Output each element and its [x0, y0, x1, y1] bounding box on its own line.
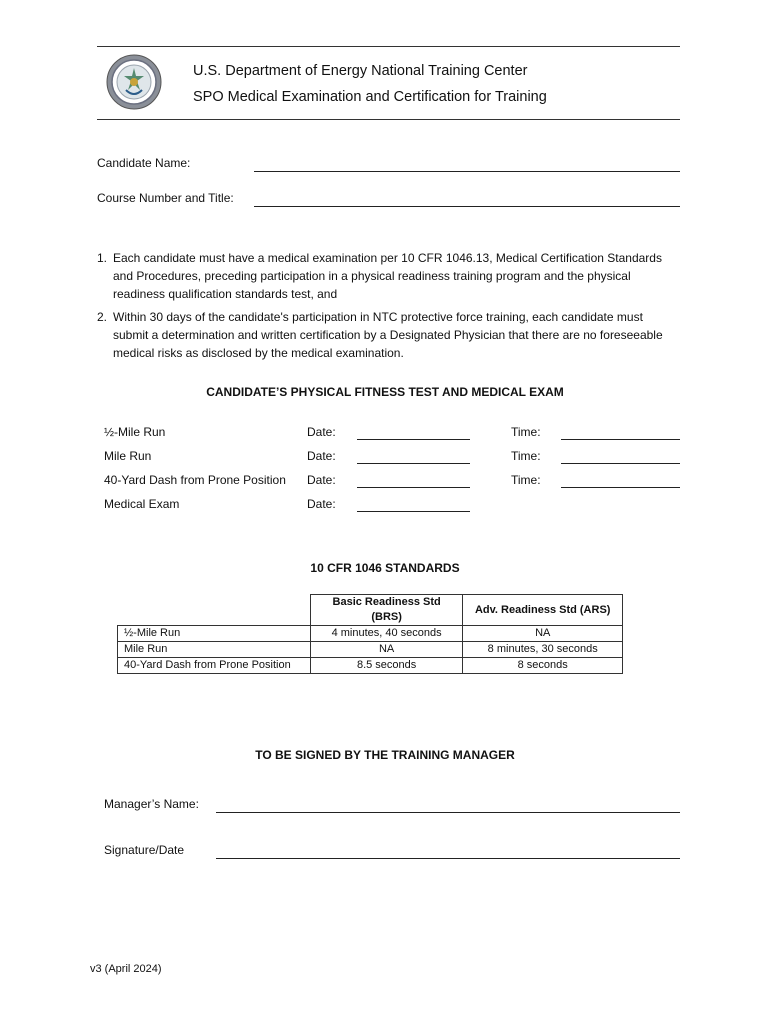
manager-name-field[interactable] — [216, 812, 680, 813]
brs-header: Basic Readiness Std (BRS) — [310, 595, 463, 626]
ars-value: 8 seconds — [463, 658, 623, 674]
table-row-label: 40-Yard Dash from Prone Position — [118, 658, 311, 674]
brs-value: NA — [310, 642, 463, 658]
table-row — [118, 658, 623, 674]
table-corner-cell — [118, 595, 311, 626]
candidate-name-label: Candidate Name: — [97, 156, 191, 170]
date-field[interactable] — [357, 439, 470, 440]
list-item-number: 2. — [97, 310, 108, 324]
signature-date-field[interactable] — [216, 858, 680, 859]
date-label: Date: — [307, 449, 336, 463]
date-field[interactable] — [357, 463, 470, 464]
header-subtitle: SPO Medical Examination and Certification for Training — [193, 89, 547, 105]
table-row — [118, 642, 623, 658]
course-label: Course Number and Title: — [97, 191, 234, 205]
requirements-list — [97, 249, 680, 367]
fitness-row-label: ½-Mile Run — [104, 425, 166, 439]
course-field[interactable] — [254, 206, 680, 207]
version-footer: v3 (April 2024) — [90, 963, 162, 975]
brs-value: 8.5 seconds — [310, 658, 463, 674]
date-label: Date: — [307, 473, 336, 487]
time-field[interactable] — [561, 439, 680, 440]
candidate-name-field[interactable] — [254, 171, 680, 172]
header-bottom-rule — [97, 119, 680, 120]
header-top-rule — [97, 46, 680, 47]
date-label: Date: — [307, 425, 336, 439]
fitness-title: CANDIDATE’S PHYSICAL FITNESS TEST AND MEDICAL EXAM — [206, 385, 564, 399]
signature-date-label: Signature/Date — [104, 843, 185, 857]
brs-value: 4 minutes, 40 seconds — [310, 626, 463, 642]
header-title: U.S. Department of Energy National Training Center — [193, 63, 528, 79]
time-label: Time: — [511, 473, 541, 487]
date-label: Date: — [307, 497, 336, 511]
table-row-label: Mile Run — [118, 642, 311, 658]
table-header-row — [118, 595, 623, 626]
list-item-text: Each candidate must have a medical examination per 10 CFR 1046.13, Medical Certification Standards and Procedures, preceding participation in a physical readiness training program and the physical readiness qualification standards test, and — [113, 251, 662, 301]
list-item — [97, 249, 680, 303]
fitness-row-label: Mile Run — [104, 449, 152, 463]
doe-seal-icon — [106, 54, 162, 110]
table-row-label: ½-Mile Run — [118, 626, 311, 642]
ars-value: NA — [463, 626, 623, 642]
date-field[interactable] — [357, 487, 470, 488]
ars-header: Adv. Readiness Std (ARS) — [463, 595, 623, 626]
time-field[interactable] — [561, 487, 680, 488]
time-field[interactable] — [561, 463, 680, 464]
fitness-row-label: Medical Exam — [104, 497, 180, 511]
list-item — [97, 308, 680, 362]
fitness-row-label: 40-Yard Dash from Prone Position — [104, 473, 286, 487]
manager-title: TO BE SIGNED BY THE TRAINING MANAGER — [255, 748, 515, 762]
time-label: Time: — [511, 449, 541, 463]
standards-title: 10 CFR 1046 STANDARDS — [310, 561, 460, 575]
time-label: Time: — [511, 425, 541, 439]
date-field[interactable] — [357, 511, 470, 512]
table-row — [118, 626, 623, 642]
ars-value: 8 minutes, 30 seconds — [463, 642, 623, 658]
list-item-number: 1. — [97, 251, 108, 265]
standards-table — [117, 594, 623, 674]
manager-name-label: Manager’s Name: — [104, 797, 199, 811]
list-item-text: Within 30 days of the candidate's participation in NTC protective force training, each candidate must submit a determination and written certification by a Designated Physician that there are no foreseeable medical risks as disclosed by the medical examination. — [113, 310, 663, 360]
